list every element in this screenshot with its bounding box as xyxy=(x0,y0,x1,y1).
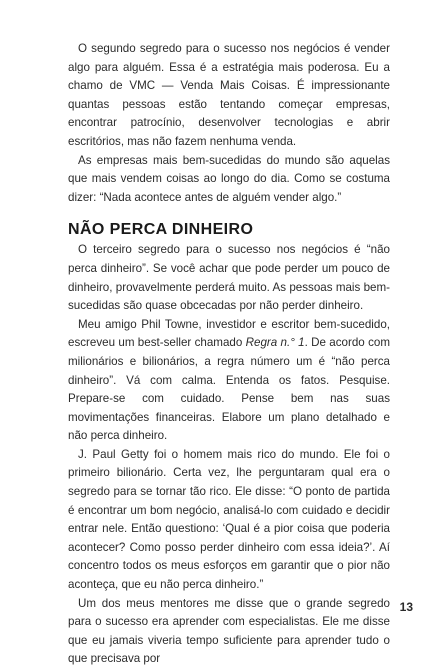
paragraph-1: O segundo segredo para o sucesso nos negócios é vender algo para alguém. Essa é a estratégia mais poderosa. Eu a chamo de VMC — Venda Mais Coisas. É impressionante quantas pessoas estão tentando começar empresas, encontrar patrocínio, desenvolver tecnologias e abrir escritórios, mas não fazem nenhuma venda. xyxy=(68,42,390,148)
paragraph-4-before: Meu amigo Phil Towne, investidor e escritor bem-sucedido, escreveu um best-seller chamado xyxy=(68,317,390,350)
paragraph-5: J. Paul Getty foi o homem mais rico do mundo. Ele foi o primeiro bilionário. Certa vez, lhe perguntaram qual era o segredo para se tornar tão rico. Ele disse: “O ponto de partida é encontrar um bom negócio, analisá-lo com cuidado e decidir entrar nele. Então questiono: ‘Qual é a pior coisa que poderia acontecer? Como posso perder dinheiro com essa ideia?’. Aí concentro todos os meus esforços em garantir que o pior não aconteça, que eu não perca dinheiro.” xyxy=(68,447,390,592)
section-heading: NÃO PERCA DINHEIRO xyxy=(68,221,254,239)
page-number: 13 xyxy=(399,600,413,614)
book-title: Regra n.° 1 xyxy=(245,336,305,350)
paragraph-4-after: . De acordo com milionários e bilionários, a regra número um é “não perca dinheiro”. Vá com calma. Entenda os fatos. Pesquise. Prepare-se com cuidado. Pense bem nas suas movimentações financeiras. Elabore um plano detalhado e não perca dinheiro. xyxy=(68,336,390,443)
paragraph-4 xyxy=(68,316,390,446)
paragraph-6: Um dos meus mentores me disse que o grande segredo para o sucesso era aprender com especialistas. Ele me disse que eu jamais viveria tempo suficiente para aprender tudo o que precisava por xyxy=(68,596,390,666)
book-page xyxy=(68,40,390,669)
paragraph-3: O terceiro segredo para o sucesso nos negócios é “não perca dinheiro”. Se você achar que pode perder um pouco de dinheiro, provavelmente perderá muito. As pessoas mais bem-sucedidas são quase obcecadas por não perder dinheiro. xyxy=(68,243,390,313)
paragraph-2: As empresas mais bem-sucedidas do mundo são aquelas que mais vendem coisas ao longo do dia. Como se costuma dizer: “Nada acontece antes de alguém vender algo.” xyxy=(68,153,390,204)
